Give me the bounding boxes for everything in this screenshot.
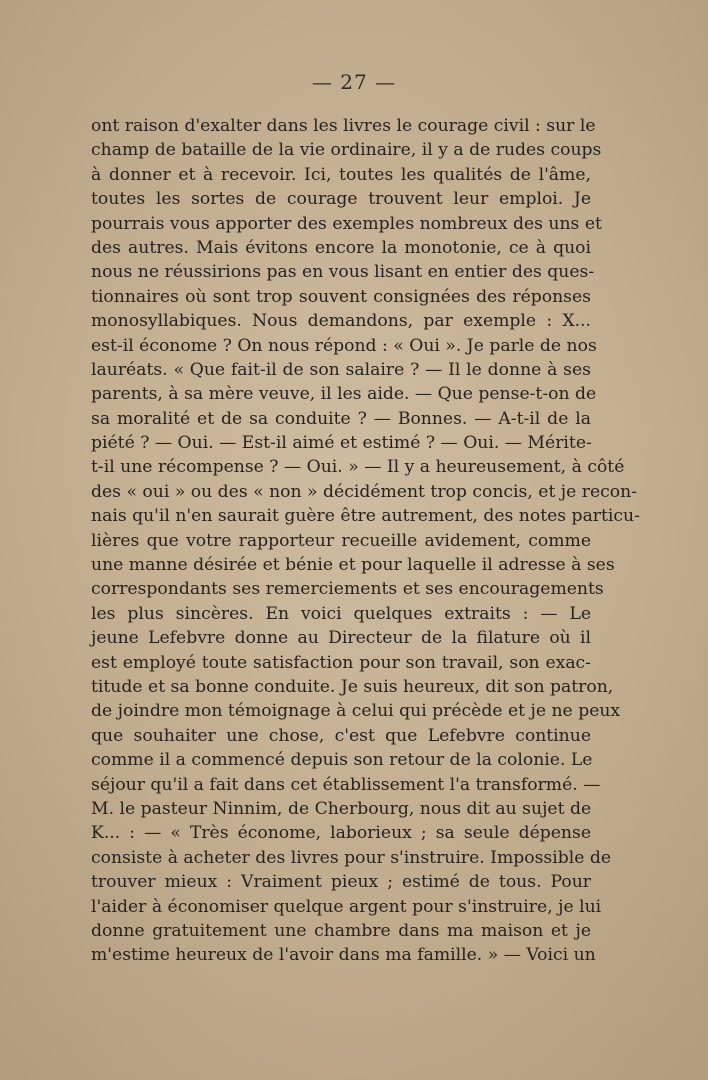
text-line: lauréats. « Que fait-il de son salaire ? — Il le donne à ses	[91, 359, 591, 380]
text-line: K... : — « Très économe, laborieux ; sa seule dépense	[91, 823, 591, 844]
text-line: des « oui » ou des « non » décidément trop concis, et je recon-	[91, 481, 638, 502]
text-line: que souhaiter une chose, c'est que Lefebvre continue	[91, 725, 591, 746]
text-line: des autres. Mais évitons encore la monotonie, ce à quoi	[91, 237, 591, 258]
text-line: toutes les sortes de courage trouvent leur emploi. Je	[91, 189, 591, 210]
text-line: jeune Lefebvre donne au Directeur de la filature où il	[91, 628, 591, 649]
text-line: donne gratuitement une chambre dans ma maison et je	[91, 920, 591, 941]
text-line: t-il une récompense ? — Oui. » — Il y a heureusement, à côté	[91, 457, 625, 478]
body-text	[91, 114, 640, 968]
text-line: monosyllabiques. Nous demandons, par exemple : X...	[91, 311, 591, 332]
text-line: m'estime heureux de l'avoir dans ma famille. » — Voici un	[91, 945, 596, 966]
text-line: tionnaires où sont trop souvent consignées des réponses	[91, 286, 591, 307]
text-line: une manne désirée et bénie et pour laquelle il adresse à ses	[91, 555, 615, 576]
text-line: trouver mieux : Vraiment pieux ; estimé de tous. Pour	[91, 872, 591, 893]
text-line: champ de bataille de la vie ordinaire, il y a de rudes coups	[91, 140, 602, 161]
text-line: M. le pasteur Ninnim, de Cherbourg, nous dit au sujet de	[91, 798, 592, 819]
text-line: ont raison d'exalter dans les livres le courage civil : sur le	[91, 116, 596, 136]
text-line: séjour qu'il a fait dans cet établissement l'a transformé. —	[91, 774, 601, 795]
page-number: — 27 —	[311, 70, 397, 94]
text-line: comme il a commencé depuis son retour de la colonie. Le	[91, 750, 593, 771]
text-line: parents, à sa mère veuve, il les aide. — Que pense-t-on de	[91, 384, 597, 405]
text-line: nais qu'il n'en saurait guère être autrement, des notes particu-	[91, 506, 640, 527]
text-line: l'aider à économiser quelque argent pour s'instruire, je lui	[91, 896, 602, 917]
text-line: les plus sincères. En voici quelques extraits : — Le	[91, 603, 591, 624]
text-line: est employé toute satisfaction pour son travail, son exac-	[91, 652, 591, 673]
text-line: de joindre mon témoignage à celui qui précède et je ne peux	[91, 701, 621, 722]
text-line: à donner et à recevoir. Ici, toutes les qualités de l'âme,	[91, 164, 591, 185]
text-line: consiste à acheter des livres pour s'instruire. Impossible de	[91, 847, 612, 868]
text-line: lières que votre rapporteur recueille avidement, comme	[91, 530, 591, 551]
text-line: pourrais vous apporter des exemples nombreux des uns et	[91, 213, 602, 234]
text-line: sa moralité et de sa conduite ? — Bonnes. — A-t-il de la	[91, 408, 591, 429]
text-line: titude et sa bonne conduite. Je suis heureux, dit son patron,	[91, 676, 614, 697]
text-line: correspondants ses remerciements et ses encouragements	[91, 579, 604, 600]
text-line: est-il économe ? On nous répond : « Oui ». Je parle de nos	[91, 335, 597, 356]
text-line: piété ? — Oui. — Est-il aimé et estimé ? — Oui. — Mérite-	[91, 433, 592, 454]
text-line: nous ne réussirions pas en vous lisant en entier des ques-	[91, 262, 595, 283]
